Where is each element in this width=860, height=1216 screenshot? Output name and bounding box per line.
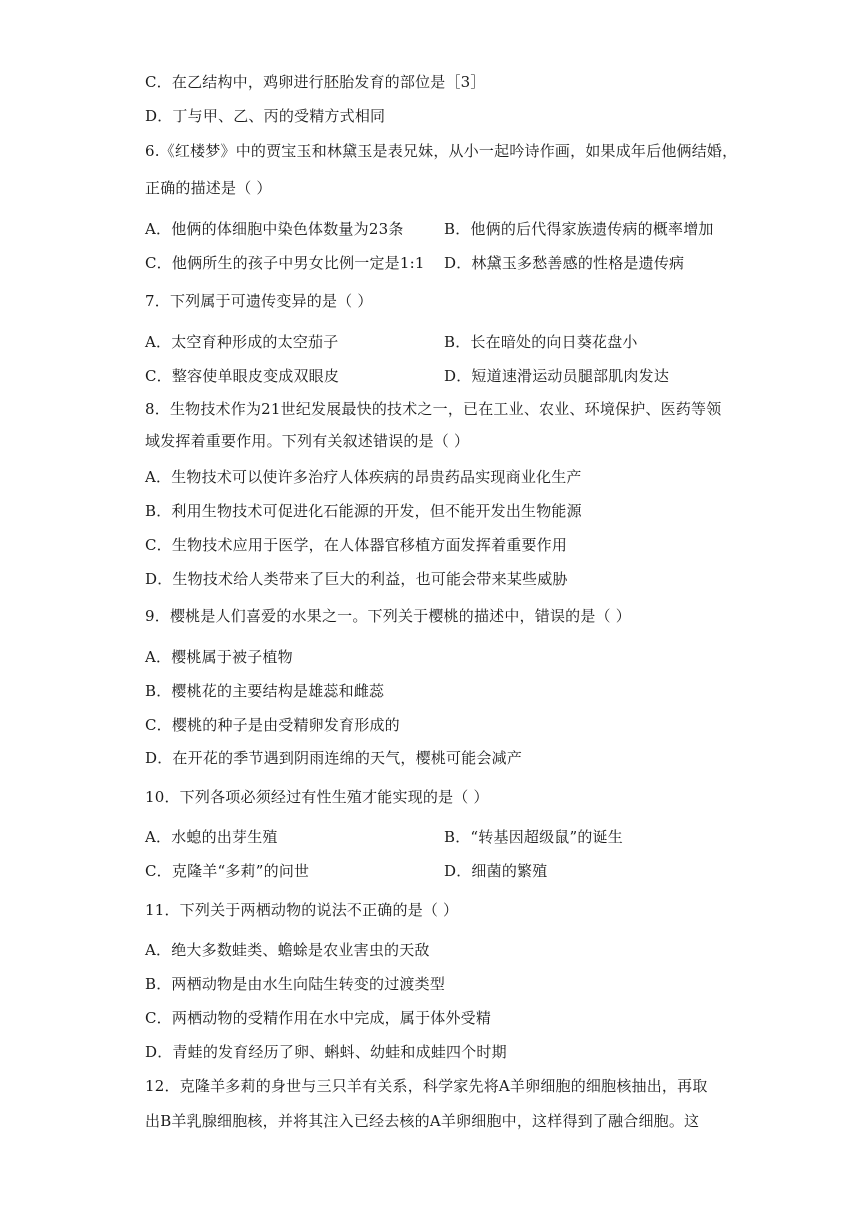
q8-option-d: D．生物技术给人类带来了巨大的利益，也可能会带来某些威胁 [145, 570, 568, 588]
q11-option-b: B．两栖动物是由水生向陆生转变的过渡类型 [145, 975, 446, 993]
q8-option-c: C．生物技术应用于医学，在人体器官移植方面发挥着重要作用 [145, 536, 568, 554]
q11-stem: 11．下列关于两栖动物的说法不正确的是（ ） [145, 901, 459, 919]
q6-stem-line2: 正确的描述是（ ） [145, 179, 272, 197]
q8-option-b: B．利用生物技术可促进化石能源的开发，但不能开发出生物能源 [145, 502, 582, 520]
q6-stem-line1: 6.《红楼梦》中的贾宝玉和林黛玉是表兄妹，从小一起吟诗作画，如果成年后他俩结婚， [145, 142, 738, 160]
q8-option-a: A．生物技术可以使许多治疗人体疾病的昂贵药品实现商业化生产 [145, 468, 582, 486]
q6-option-d: D．林黛玉多愁善感的性格是遗传病 [444, 254, 685, 272]
q12-stem-line2: 出B羊乳腺细胞核，并将其注入已经去核的A羊卵细胞中，这样得到了融合细胞。这 [145, 1112, 700, 1130]
q10-option-c: C．克隆羊“多莉”的问世 [145, 862, 310, 880]
q7-option-d: D．短道速滑运动员腿部肌肉发达 [444, 367, 670, 385]
q9-stem: 9．樱桃是人们喜爱的水果之一。下列关于樱桃的描述中，错误的是（ ） [145, 607, 631, 625]
q5-option-c: C．在乙结构中，鸡卵进行胚胎发育的部位是［3］ [145, 73, 486, 91]
q10-stem: 10．下列各项必须经过有性生殖才能实现的是（ ） [145, 788, 489, 806]
q9-option-d: D．在开花的季节遇到阴雨连绵的天气，樱桃可能会减产 [145, 749, 523, 767]
q7-stem: 7．下列属于可遗传变异的是（ ） [145, 292, 373, 310]
q6-option-c: C．他俩所生的孩子中男女比例一定是1:1 [145, 254, 425, 272]
q10-option-a: A．水螅的出芽生殖 [145, 828, 278, 846]
q11-option-c: C．两栖动物的受精作用在水中完成，属于体外受精 [145, 1009, 492, 1027]
q9-option-b: B．樱桃花的主要结构是雄蕊和雌蕊 [145, 682, 385, 700]
q5-option-d: D．丁与甲、乙、丙的受精方式相同 [145, 107, 386, 125]
q8-stem-line2: 域发挥着重要作用。下列有关叙述错误的是（ ） [145, 432, 470, 450]
q10-option-b: B．“转基因超级鼠”的诞生 [444, 828, 623, 846]
q9-option-a: A．樱桃属于被子植物 [145, 648, 293, 666]
q9-option-c: C．樱桃的种子是由受精卵发育形成的 [145, 716, 400, 734]
q10-option-d: D．细菌的繁殖 [444, 862, 548, 880]
q7-option-a: A．太空育种形成的太空茄子 [145, 333, 339, 351]
q11-option-a: A．绝大多数蛙类、蟾蜍是农业害虫的天敌 [145, 941, 430, 959]
q12-stem-line1: 12．克隆羊多莉的身世与三只羊有关系，科学家先将A羊卵细胞的细胞核抽出，再取 [145, 1077, 708, 1095]
q7-option-c: C．整容使单眼皮变成双眼皮 [145, 367, 340, 385]
q8-stem-line1: 8．生物技术作为21世纪发展最快的技术之一，已在工业、农业、环境保护、医药等领 [145, 400, 722, 418]
q7-option-b: B．长在暗处的向日葵花盘小 [444, 333, 638, 351]
q6-option-a: A．他俩的体细胞中染色体数量为23条 [145, 220, 404, 238]
q11-option-d: D．青蛙的发育经历了卵、蝌蚪、幼蛙和成蛙四个时期 [145, 1043, 507, 1061]
q6-option-b: B．他俩的后代得家族遗传病的概率增加 [444, 220, 714, 238]
